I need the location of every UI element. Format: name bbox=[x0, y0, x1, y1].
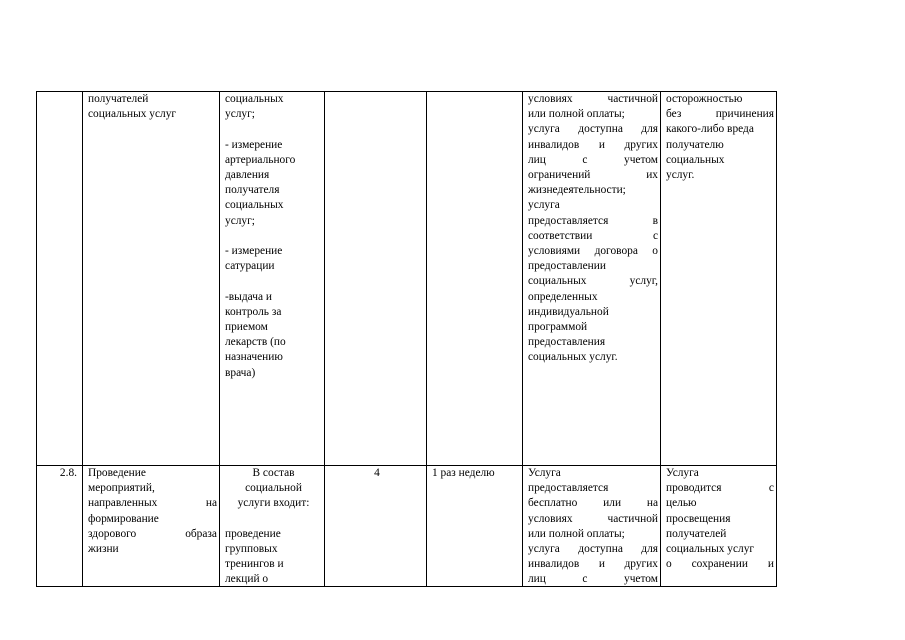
service-name-cell bbox=[82, 466, 219, 586]
quality-line: проводится с bbox=[666, 482, 774, 495]
service-composition-cell bbox=[219, 466, 324, 586]
row-number-cell bbox=[36, 466, 82, 586]
conditions-line: определенных bbox=[528, 290, 598, 303]
conditions-line: предоставлении bbox=[528, 260, 606, 273]
composition-line: проведение bbox=[225, 527, 281, 540]
composition-line: тренингов и bbox=[225, 558, 284, 571]
volume-cell bbox=[324, 92, 426, 465]
quality-line: какого-либо вреда bbox=[666, 123, 754, 136]
service-name-cell bbox=[82, 92, 219, 465]
composition-line: групповых bbox=[225, 543, 278, 555]
volume-cell bbox=[324, 466, 426, 586]
conditions-line: социальных услуг. bbox=[528, 351, 618, 364]
table-row bbox=[36, 91, 777, 466]
composition-line: получателя bbox=[225, 184, 280, 197]
service-composition-cell bbox=[219, 92, 324, 465]
frequency-cell bbox=[426, 466, 522, 586]
service-name-line: формирование bbox=[88, 512, 159, 525]
quality-cell bbox=[660, 92, 777, 465]
service-name-line: социальных услуг bbox=[88, 108, 177, 121]
quality-line: без причинения bbox=[666, 108, 774, 121]
quality-line: осторожностью bbox=[666, 93, 743, 105]
composition-line: -выдача и bbox=[225, 290, 272, 303]
quality-line: просвещения bbox=[666, 512, 731, 525]
composition-line: услуг; bbox=[225, 214, 255, 227]
conditions-line: соответствии с bbox=[528, 229, 658, 242]
composition-line: лекций о bbox=[225, 573, 269, 586]
composition-line: В состав bbox=[252, 467, 295, 479]
conditions-line: или полной оплаты; bbox=[528, 527, 625, 540]
conditions-line: условиях частичной bbox=[528, 512, 658, 525]
quality-line: целью bbox=[666, 497, 697, 510]
quality-line: услуг. bbox=[666, 169, 695, 182]
conditions-line: социальных услуг, bbox=[528, 275, 658, 288]
service-name-line: получателей bbox=[88, 93, 149, 105]
conditions-line: предоставляется bbox=[528, 482, 609, 495]
conditions-cell bbox=[522, 466, 660, 586]
conditions-line: или полной оплаты; bbox=[528, 108, 625, 121]
service-name-line: Проведение bbox=[88, 467, 146, 479]
service-name-line: жизни bbox=[88, 543, 119, 556]
composition-line: услуг; bbox=[225, 108, 255, 121]
composition-line: социальных bbox=[225, 199, 284, 212]
conditions-line: инвалидов и других bbox=[528, 138, 658, 151]
row-number-cell bbox=[36, 92, 82, 465]
services-table bbox=[36, 91, 777, 587]
conditions-line: условиями договора о bbox=[528, 245, 658, 258]
service-name-line: направленных на bbox=[88, 497, 217, 510]
composition-line: социальной bbox=[245, 482, 302, 495]
composition-line: приемом bbox=[225, 321, 268, 333]
conditions-line: предоставляется в bbox=[528, 214, 658, 227]
conditions-line: инвалидов и других bbox=[528, 558, 658, 571]
composition-line: артериального bbox=[225, 153, 296, 166]
composition-line: услуги входит: bbox=[237, 497, 310, 510]
quality-line: получателей bbox=[666, 527, 727, 540]
conditions-line: ограничений их bbox=[528, 169, 658, 182]
row-number: 2.8. bbox=[59, 467, 77, 479]
composition-line: давления bbox=[225, 169, 270, 181]
conditions-line: предоставления bbox=[528, 336, 606, 349]
composition-line: контроль за bbox=[225, 305, 282, 318]
conditions-line: условиях частичной bbox=[528, 93, 658, 105]
quality-line: Услуга bbox=[666, 467, 699, 479]
conditions-line: услуга доступна для bbox=[528, 543, 658, 556]
conditions-line: услуга доступна для bbox=[528, 123, 658, 136]
quality-line: о сохранении и bbox=[666, 558, 774, 571]
composition-line: назначению bbox=[225, 351, 283, 364]
conditions-line: лиц с учетом bbox=[528, 153, 658, 166]
composition-line: сатурации bbox=[225, 260, 275, 273]
quality-cell bbox=[660, 466, 777, 586]
conditions-line: жизнедеятельности; bbox=[528, 184, 626, 197]
conditions-line: индивидуальной bbox=[528, 305, 609, 318]
conditions-line: Услуга bbox=[528, 467, 561, 479]
volume-value: 4 bbox=[374, 467, 380, 479]
table-row bbox=[36, 465, 777, 587]
composition-line: - измерение bbox=[225, 138, 283, 151]
service-name-line: мероприятий, bbox=[88, 482, 155, 495]
composition-line: врача) bbox=[225, 366, 256, 379]
conditions-line: программой bbox=[528, 321, 588, 334]
composition-line: лекарств (по bbox=[225, 336, 286, 349]
conditions-cell bbox=[522, 92, 660, 465]
composition-line: - измерение bbox=[225, 245, 283, 257]
service-name-line: здорового образа bbox=[88, 527, 217, 540]
frequency-cell bbox=[426, 92, 522, 465]
conditions-line: лиц с учетом bbox=[528, 573, 658, 586]
conditions-line: услуга bbox=[528, 199, 560, 212]
conditions-line: бесплатно или на bbox=[528, 497, 658, 510]
quality-line: социальных услуг bbox=[666, 543, 755, 556]
frequency-value: 1 раз неделю bbox=[432, 467, 495, 479]
composition-line: социальных bbox=[225, 93, 284, 105]
quality-line: социальных bbox=[666, 153, 725, 166]
quality-line: получателю bbox=[666, 138, 724, 151]
